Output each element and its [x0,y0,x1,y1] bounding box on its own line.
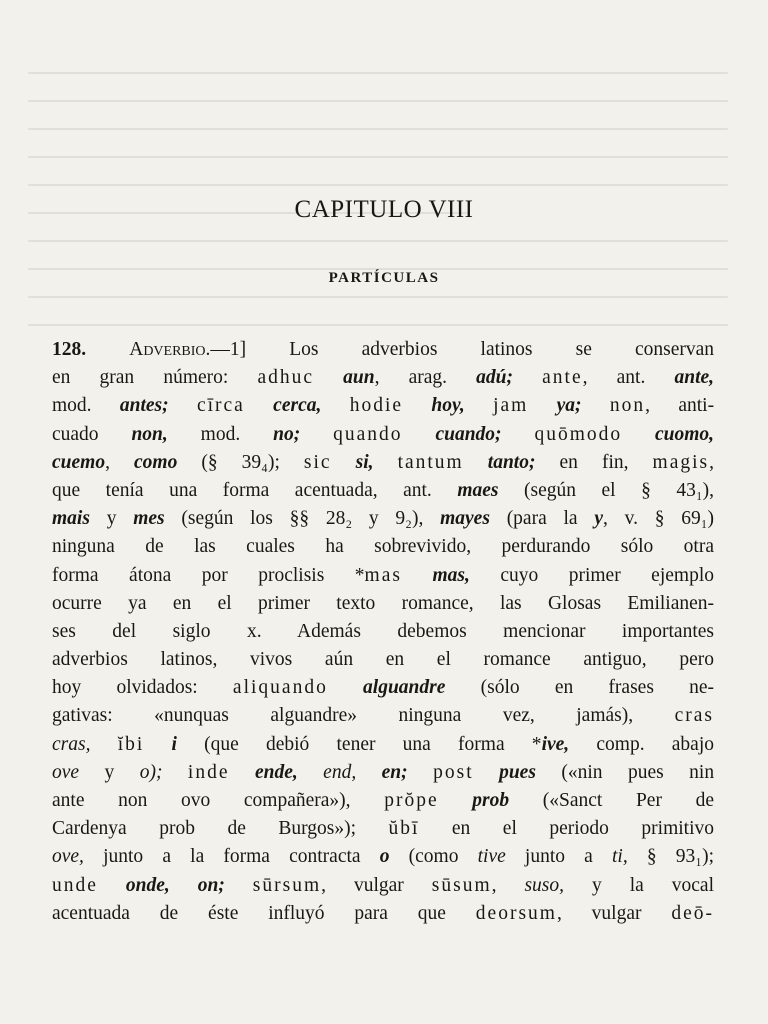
text-run: ive, [541,733,570,755]
text-run: i [171,733,177,755]
text-line [52,759,714,787]
text-run: mayes [440,508,490,530]
text-run: mes [133,508,165,530]
text-run: quando [333,423,403,445]
text-run: o [379,846,390,868]
text-run: (sólo en frases ne- [445,677,715,699]
text-line [52,533,714,561]
text-run: Adverbio [129,339,206,360]
text-run [225,875,253,896]
chapter-subtitle: PARTÍCULAS [328,270,440,286]
text-run: ante [542,367,583,389]
text-run: cerca, [273,395,322,417]
text-run: inde [187,761,230,783]
text-run: unde [52,874,98,896]
text-run: , vulgar [556,902,672,924]
text-run: .—1] Los adverbios latinos se conservan [205,339,715,360]
text-run: (§ 39₄); [177,451,304,473]
text-line [52,843,714,871]
text-run: onde, on; [125,874,225,896]
text-run: , arag. [374,367,477,389]
text-run: sic [303,451,332,473]
text-run [403,395,431,416]
text-line [52,618,714,646]
text-run: cuomo, [655,423,715,445]
text-run: post [433,761,474,783]
text-run: ŭbī [388,818,420,840]
text-run: (según los §§ 28₂ y 9₂), [164,508,441,530]
text-run [332,452,356,473]
text-run: (como [389,846,478,868]
text-run: suso, [524,874,565,896]
text-run: en gran número: [52,367,258,389]
text-run: hoy olvidados: [52,677,233,699]
text-run [321,395,349,416]
text-run: hodie [349,395,404,417]
text-run: cuado [52,423,132,445]
text-run: ove, [52,846,84,868]
text-line [52,590,714,618]
text-run [582,395,610,416]
text-run: prob [472,790,510,811]
text-run: en el periodo primitivo [419,818,714,840]
text-run: alguandre [363,677,446,699]
text-run: tanto; [487,451,536,473]
text-run: magis [652,451,710,473]
text-run: tantum [397,451,464,473]
text-run: prŏpe [384,790,439,811]
text-run: , vulgar [321,874,432,896]
text-run: non, [131,423,168,445]
text-run [229,762,254,783]
text-run: pues [499,761,536,783]
text-run: hoy, [431,395,465,417]
text-run: (para la [489,508,595,530]
text-run: forma átona por proclisis * [52,564,365,586]
text-run [300,424,333,445]
text-run: que tenía una forma acentuada, ant. [52,479,458,501]
chapter-title: CAPITULO VIII [294,196,474,223]
text-run: ante, [674,367,715,389]
text-run: ninguna de las cuales ha sobrevivido, perdurando sólo otra [52,536,714,558]
text-run: § 93₁); [627,846,714,868]
text-run: , ant. [582,367,675,389]
text-run: 128. [52,339,87,360]
text-run [314,367,343,388]
text-run [328,677,363,698]
text-run: si, [355,451,374,473]
text-run: deorsum [475,902,557,924]
text-run [86,339,129,360]
text-run: cras, [52,733,91,755]
text-line [52,336,714,364]
text-run: tive [477,846,506,868]
text-run: o); [139,761,163,783]
text-run: , [105,451,134,473]
text-run: cras [674,705,714,727]
text-run: acentuada de éste influyó para que [52,902,476,924]
text-run: mais [52,508,90,530]
text-run [528,395,556,416]
text-run: , [709,451,715,473]
text-line [52,731,714,759]
text-run: cuemo [52,451,106,473]
text-run: en; [381,761,408,783]
text-run [169,395,197,416]
text-run: aun [343,367,375,389]
text-run: en fin, [535,451,653,473]
text-run: end, [323,761,357,783]
text-line [52,787,714,815]
text-run: cuando; [435,423,502,445]
text-run: cuyo primer ejemplo [469,564,714,586]
text-run [402,565,432,586]
text-run [98,875,126,896]
text-line [52,872,714,900]
text-run: adú; [476,367,514,389]
text-run: ante non ovo compañera»), [52,790,385,811]
text-run: («Sanct Per de [509,790,715,811]
text-run: ove [52,761,80,783]
text-run: ses del siglo x. Además debemos mencionar importantes [52,620,714,642]
text-run [144,734,171,755]
text-run: Cardenya prob de Burgos»); [52,818,389,840]
text-line [52,392,714,420]
text-run: cīrca [196,395,245,417]
text-run: ya; [556,395,582,417]
text-run: sūsum [431,874,492,896]
text-run: adhuc [257,367,314,389]
text-run: y [89,508,134,530]
text-run: jam [493,395,529,417]
text-run: («nin pues nin [535,761,715,783]
text-run: antes; [119,395,169,417]
text-run [622,424,655,445]
body-text [52,336,714,928]
text-run: gativas: «nunquas alguandre» ninguna vez, jamás), [52,705,675,727]
text-run: mas, [432,564,470,586]
text-line [52,646,714,674]
text-run: (según el § 43₁), [498,479,715,501]
text-run: y la vocal [564,874,714,896]
text-run [408,762,433,783]
text-run [403,424,436,445]
text-run: no; [273,423,301,445]
text-run: mas [364,564,402,586]
text-run: non [609,395,646,417]
text-run [298,762,323,783]
text-run: , anti- [645,395,715,417]
text-run: deō- [671,902,714,924]
text-run: mod. [167,423,274,445]
text-run [374,452,398,473]
text-run: aliquando [232,677,328,699]
text-run: maes [457,479,499,501]
text-run: ĭbi [117,733,145,755]
text-run: (que debió tener una forma * [176,733,542,755]
text-run: ocurre ya en el primer texto romance, las Glosas Emilianen- [52,592,714,614]
text-line [52,900,714,928]
text-run [474,762,499,783]
text-line [52,449,714,477]
text-run: adverbios latinos, vivos aún en el romance antiguo, pero [52,649,714,671]
text-run: junto a [505,846,612,868]
text-run [162,762,187,783]
text-run [356,762,381,783]
text-run [502,424,535,445]
text-run [90,734,117,755]
text-run [465,395,493,416]
text-line [52,364,714,392]
text-run [464,452,488,473]
text-run [513,367,542,388]
text-run: mod. [52,395,120,417]
text-run: sūrsum [252,874,322,896]
text-run: junto a la forma contracta [83,846,380,868]
text-line [52,562,714,590]
text-run: ende, [254,761,298,783]
text-run: y [594,508,603,530]
text-run: , [491,874,525,896]
text-run: comp. abajo [569,733,715,755]
text-line [52,702,714,730]
text-run: y [79,761,140,783]
text-run [245,395,273,416]
text-line [52,674,714,702]
text-run: ti, [611,846,628,868]
text-run: , v. § 69₁) [602,508,715,530]
text-run [439,790,473,811]
text-line [52,815,714,843]
text-line [52,477,714,505]
text-line [52,505,714,533]
text-run: como [134,451,178,473]
text-run: quōmodo [534,423,623,445]
text-line [52,421,714,449]
